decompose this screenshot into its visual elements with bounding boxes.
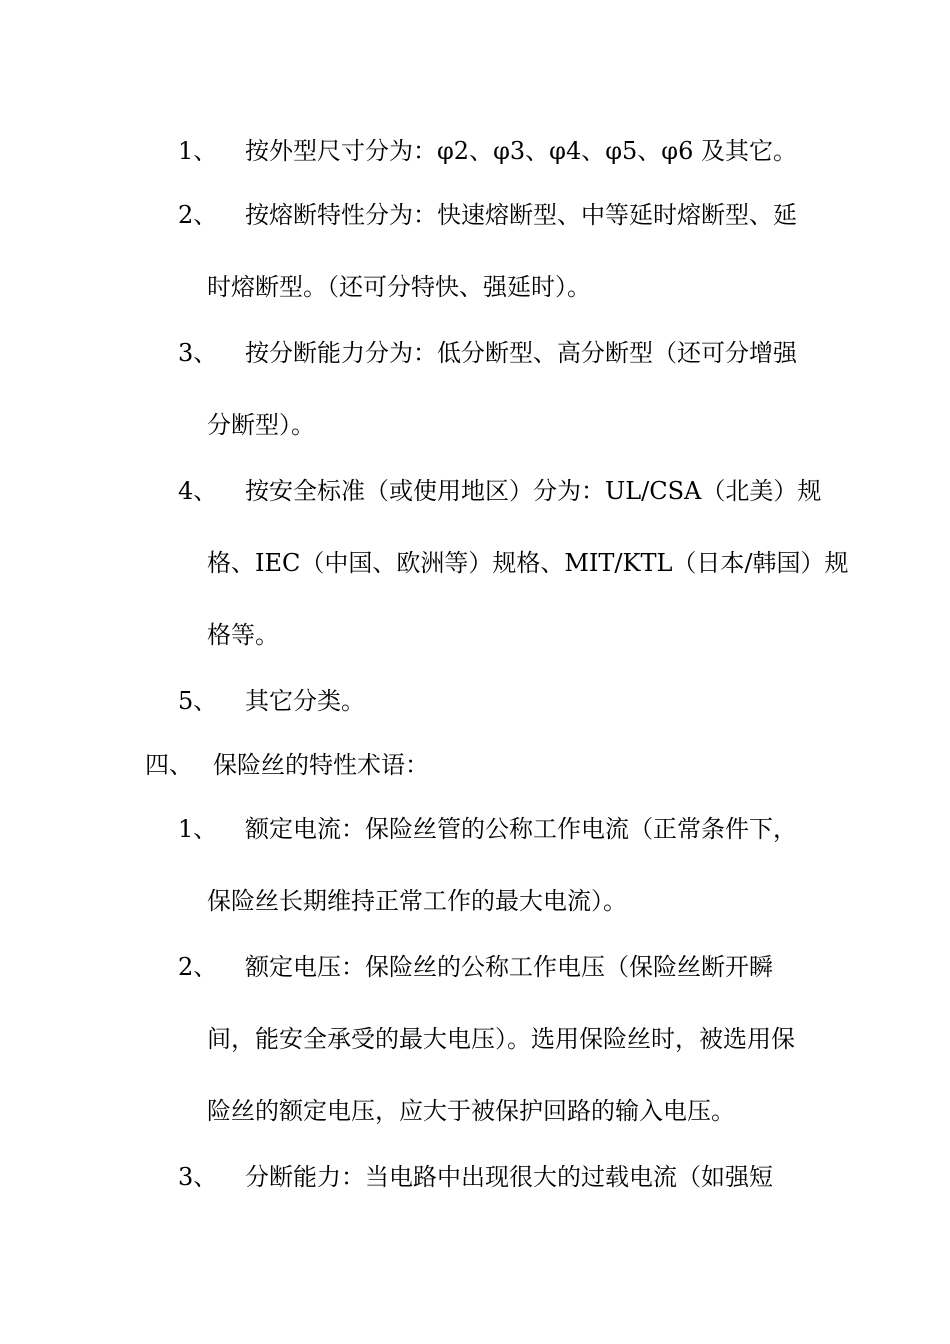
list-item-number: 5、: [178, 687, 218, 715]
list-item-number: 4、: [178, 477, 218, 505]
list-item-number: 2、: [178, 201, 218, 229]
list-item-text-continued: 险丝的额定电压，应大于被保护回路的输入电压。: [207, 1097, 735, 1125]
list-item-text: 额定电压：保险丝的公称工作电压（保险丝断开瞬: [245, 953, 773, 981]
list-item-text: 按熔断特性分为：快速熔断型、中等延时熔断型、延: [245, 201, 797, 229]
list-item-number: 2、: [178, 953, 218, 981]
list-item-text-continued: 保险丝长期维持正常工作的最大电流）。: [207, 887, 627, 915]
list-item-text: 额定电流：保险丝管的公称工作电流（正常条件下，: [245, 815, 797, 843]
list-item-number: 1、: [178, 137, 218, 165]
list-item-number: 3、: [178, 339, 218, 367]
list-item-text: 其它分类。: [245, 687, 365, 715]
list-item-text-continued: 格、IEC（中国、欧洲等）规格、MIT/KTL（日本/韩国）规: [207, 549, 849, 577]
list-item-text: 分断能力：当电路中出现很大的过载电流（如强短: [245, 1163, 773, 1191]
list-item-text-continued: 间，能安全承受的最大电压）。选用保险丝时，被选用保: [207, 1025, 795, 1053]
section-heading: 保险丝的特性术语：: [213, 751, 429, 779]
list-item-text: 按安全标准（或使用地区）分为：UL/CSA（北美）规: [245, 477, 822, 505]
list-item-text-continued: 分断型）。: [207, 411, 315, 439]
list-item-text-continued: 格等。: [207, 621, 279, 649]
list-item-text: 按分断能力分为：低分断型、高分断型（还可分增强: [245, 339, 797, 367]
list-item-number: 3、: [178, 1163, 218, 1191]
list-item-number: 1、: [178, 815, 218, 843]
list-item-text: 按外型尺寸分为：φ2、φ3、φ4、φ5、φ6 及其它。: [245, 137, 797, 165]
list-item-text-continued: 时熔断型。（还可分特快、强延时）。: [207, 273, 591, 301]
section-number: 四、: [145, 751, 193, 779]
